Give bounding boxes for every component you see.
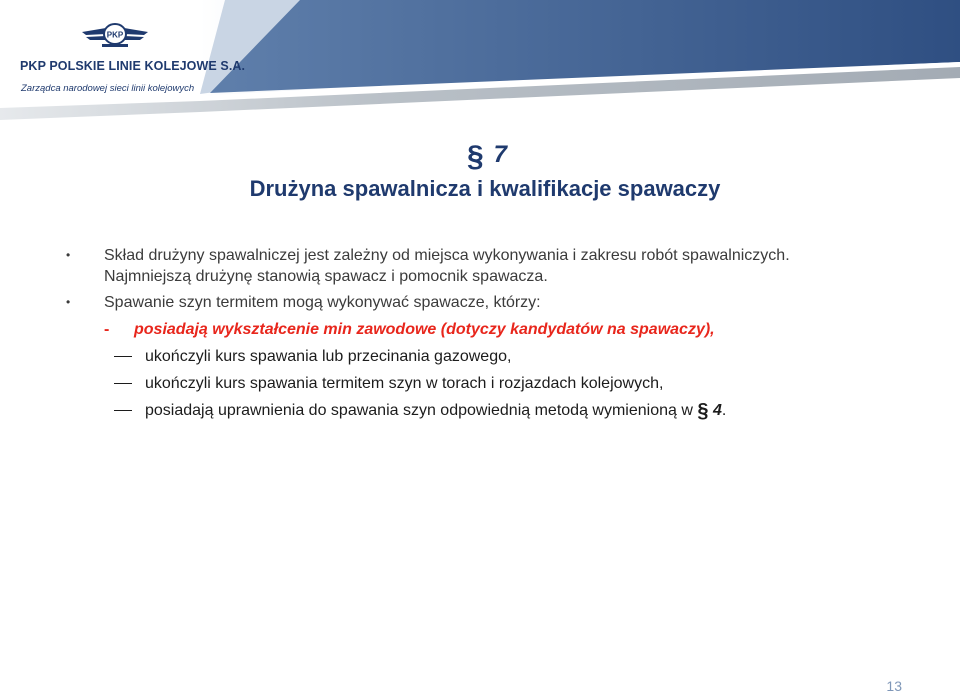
page-number: 13 <box>886 678 902 694</box>
section-number <box>0 140 960 172</box>
bullet-marker: • <box>66 295 71 309</box>
sub-list-item <box>66 346 936 367</box>
company-tagline: Zarządca narodowej sieci linii kolejowych <box>21 83 195 94</box>
section-heading <box>0 140 960 204</box>
sub-item-text: ukończyli kurs spawania termitem szyn w torach i rozjazdach kolejowych, <box>145 375 664 392</box>
bullet-line: Najmniejszą drużynę stanowią spawacz i pomocnik spawacza. <box>104 268 548 285</box>
bullet-line: Spawanie szyn termitem mogą wykonywać spawacze, którzy: <box>104 294 541 311</box>
company-logo <box>20 22 246 94</box>
sub-list-item <box>66 373 936 394</box>
sentence-end: . <box>721 402 727 419</box>
bullet-marker: • <box>66 248 71 262</box>
section-symbol: § <box>466 140 484 173</box>
dash-marker <box>114 410 132 411</box>
company-name: PKP POLSKIE LINIE KOLEJOWE S.A. <box>20 59 246 73</box>
highlight-dash: - <box>104 321 110 338</box>
section-number-value: 7 <box>493 141 508 168</box>
bullet-item <box>66 292 936 313</box>
sub-item-text: posiadają uprawnienia do spawania szyn odpowiednią metodą wymienioną w <box>145 402 693 419</box>
pkp-emblem-icon <box>80 22 150 48</box>
dash-marker <box>114 383 132 384</box>
bullet-item <box>66 245 936 287</box>
slide-content <box>66 245 936 422</box>
sub-item-text: ukończyli kurs spawania lub przecinania gazowego, <box>145 348 512 365</box>
emblem-text: PKP <box>106 30 124 40</box>
dash-marker <box>114 356 132 357</box>
highlight-requirement <box>104 319 936 340</box>
paragraph-number: 4 <box>712 402 722 419</box>
highlight-text: posiadają wykształcenie min zawodowe (dotyczy kandydatów na spawaczy), <box>134 321 715 338</box>
bullet-line: Skład drużyny spawalniczej jest zależny od miejsca wykonywania i zakresu robót spawalniczych. <box>104 247 790 264</box>
paragraph-symbol: § <box>697 400 709 422</box>
section-title: Drużyna spawalnicza i kwalifikacje spawaczy <box>249 176 721 201</box>
sub-list-item <box>66 400 936 422</box>
